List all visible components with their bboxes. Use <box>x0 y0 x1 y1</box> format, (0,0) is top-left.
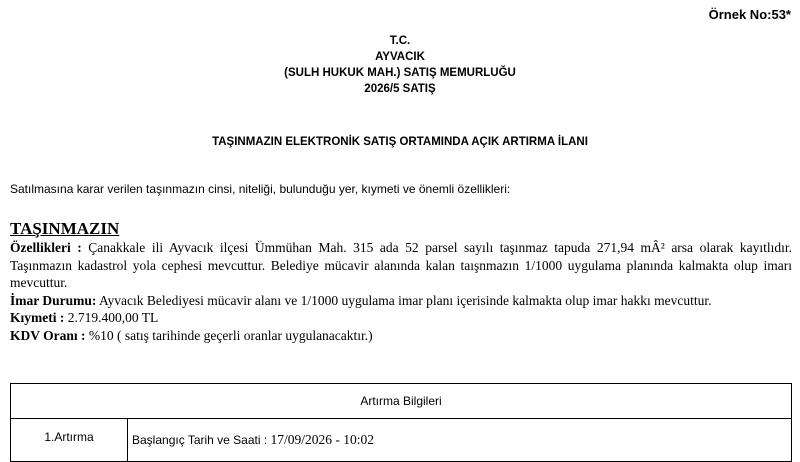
auction-info-table <box>10 383 792 462</box>
property-section <box>10 219 792 344</box>
table-row <box>11 419 792 462</box>
vat-label: KDV Oranı : <box>10 327 86 343</box>
header-office: (SULH HUKUK MAH.) SATIŞ MEMURLUĞU <box>284 67 516 79</box>
auction-table-title: Artırma Bilgileri <box>11 384 792 419</box>
auction-round: 1.Artırma <box>11 419 128 462</box>
property-value <box>10 309 792 327</box>
header-country: T.C. <box>389 35 411 47</box>
zoning-label: İmar Durumu: <box>10 292 97 308</box>
property-zoning <box>10 292 792 310</box>
header-file-number: 2026/5 SATIŞ <box>364 83 436 95</box>
header-district: AYVACIK <box>375 51 425 63</box>
vat-text: %10 ( satış tarihinde geçerli oranlar uygulanacaktır.) <box>85 327 373 343</box>
auction-table-header-row <box>11 384 792 419</box>
start-date-label: Başlangıç Tarih ve Saati : <box>132 433 271 447</box>
notice-intro: Satılmasına karar verilen taşınmazın cinsi, niteliği, bulunduğu yer, kıymeti ve önemli özellikleri: <box>10 182 511 196</box>
features-label: Özellikleri : <box>10 240 82 255</box>
office-header <box>0 33 800 97</box>
property-vat <box>10 327 792 345</box>
property-heading: TAŞINMAZIN <box>10 219 120 238</box>
auction-start-cell <box>128 419 792 462</box>
zoning-text: Ayvacık Belediyesi mücavir alanı ve 1/1000 uygulama imar planı içerisinde kalmakta olup imar hakkı mevcuttur. <box>96 292 712 308</box>
value-text: 2.719.400,00 TL <box>64 310 159 325</box>
features-text: Çanakkale ili Ayvacık ilçesi Ümmühan Mah. 315 ada 52 parsel sayılı taşınmaz tapuda 271,94 mÂ² arsa olarak kayıtlıdır. Taşınmazın kadastrol yola cephesi mevcuttur. Belediye mücavir alanında kalan taışnmazın 1/1000 uygulama planında kalmakta olup imarı mevcuttur. <box>10 240 792 290</box>
start-date-value: 17/09/2026 - 10:02 <box>270 432 375 447</box>
sample-number: Örnek No:53* <box>708 7 791 22</box>
property-features <box>10 239 792 292</box>
notice-title: TAŞINMAZIN ELEKTRONİK SATIŞ ORTAMINDA AÇIK ARTIRMA İLANI <box>212 136 588 148</box>
value-label: Kıymeti : <box>10 310 65 325</box>
